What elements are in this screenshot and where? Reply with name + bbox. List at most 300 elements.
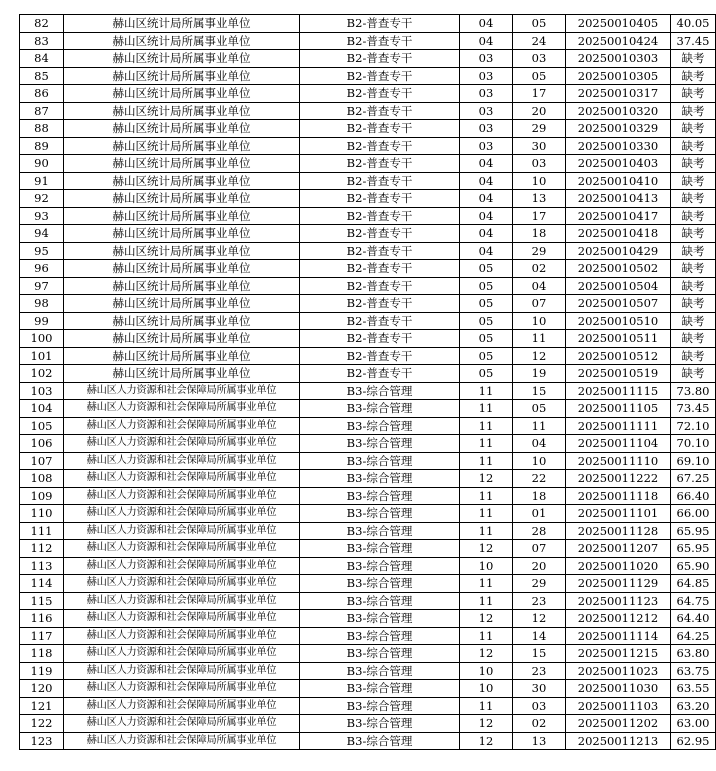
cell-seat: 11 bbox=[513, 330, 566, 348]
cell-position: B2-普查专干 bbox=[300, 67, 460, 85]
cell-seat: 30 bbox=[513, 680, 566, 698]
cell-exam-room: 12 bbox=[460, 715, 513, 733]
cell-exam-room: 05 bbox=[460, 330, 513, 348]
cell-position: B2-普查专干 bbox=[300, 295, 460, 313]
cell-exam-room: 11 bbox=[460, 627, 513, 645]
cell-seq: 103 bbox=[20, 382, 64, 400]
table-row bbox=[20, 505, 716, 523]
cell-score: 64.85 bbox=[671, 575, 716, 593]
table-row bbox=[20, 32, 716, 50]
cell-unit: 赫山区人力资源和社会保障局所属事业单位 bbox=[64, 732, 300, 750]
cell-ticket-number: 20250010418 bbox=[566, 225, 671, 243]
cell-ticket-number: 20250010519 bbox=[566, 365, 671, 383]
cell-score: 67.25 bbox=[671, 470, 716, 488]
cell-unit: 赫山区统计局所属事业单位 bbox=[64, 137, 300, 155]
cell-unit: 赫山区统计局所属事业单位 bbox=[64, 32, 300, 50]
cell-exam-room: 04 bbox=[460, 207, 513, 225]
cell-unit: 赫山区人力资源和社会保障局所属事业单位 bbox=[64, 435, 300, 453]
cell-score: 64.40 bbox=[671, 610, 716, 628]
cell-ticket-number: 20250010417 bbox=[566, 207, 671, 225]
cell-exam-room: 10 bbox=[460, 557, 513, 575]
cell-score: 缺考 bbox=[671, 277, 716, 295]
cell-unit: 赫山区人力资源和社会保障局所属事业单位 bbox=[64, 662, 300, 680]
cell-exam-room: 04 bbox=[460, 32, 513, 50]
table-row bbox=[20, 225, 716, 243]
cell-exam-room: 12 bbox=[460, 470, 513, 488]
cell-score: 63.00 bbox=[671, 715, 716, 733]
cell-ticket-number: 20250011114 bbox=[566, 627, 671, 645]
cell-seat: 03 bbox=[513, 697, 566, 715]
cell-unit: 赫山区统计局所属事业单位 bbox=[64, 260, 300, 278]
cell-ticket-number: 20250010303 bbox=[566, 50, 671, 68]
cell-seat: 10 bbox=[513, 172, 566, 190]
table-row bbox=[20, 120, 716, 138]
cell-seat: 18 bbox=[513, 487, 566, 505]
table-row bbox=[20, 400, 716, 418]
cell-seat: 29 bbox=[513, 120, 566, 138]
cell-score: 缺考 bbox=[671, 120, 716, 138]
cell-ticket-number: 20250010305 bbox=[566, 67, 671, 85]
cell-score: 66.00 bbox=[671, 505, 716, 523]
cell-exam-room: 11 bbox=[460, 522, 513, 540]
cell-score: 缺考 bbox=[671, 172, 716, 190]
cell-ticket-number: 20250010329 bbox=[566, 120, 671, 138]
cell-seq: 89 bbox=[20, 137, 64, 155]
cell-exam-room: 10 bbox=[460, 680, 513, 698]
cell-unit: 赫山区人力资源和社会保障局所属事业单位 bbox=[64, 417, 300, 435]
cell-seat: 13 bbox=[513, 732, 566, 750]
cell-unit: 赫山区统计局所属事业单位 bbox=[64, 365, 300, 383]
cell-seat: 11 bbox=[513, 417, 566, 435]
cell-unit: 赫山区统计局所属事业单位 bbox=[64, 102, 300, 120]
cell-unit: 赫山区统计局所属事业单位 bbox=[64, 172, 300, 190]
cell-seq: 96 bbox=[20, 260, 64, 278]
cell-seat: 23 bbox=[513, 592, 566, 610]
cell-score: 70.10 bbox=[671, 435, 716, 453]
cell-seq: 116 bbox=[20, 610, 64, 628]
cell-seq: 102 bbox=[20, 365, 64, 383]
table-row bbox=[20, 277, 716, 295]
cell-position: B2-普查专干 bbox=[300, 172, 460, 190]
cell-score: 缺考 bbox=[671, 330, 716, 348]
cell-seq: 112 bbox=[20, 540, 64, 558]
cell-seq: 93 bbox=[20, 207, 64, 225]
table-row bbox=[20, 435, 716, 453]
cell-ticket-number: 20250010405 bbox=[566, 15, 671, 33]
cell-score: 缺考 bbox=[671, 365, 716, 383]
cell-exam-room: 11 bbox=[460, 697, 513, 715]
cell-position: B2-普查专干 bbox=[300, 155, 460, 173]
cell-seq: 82 bbox=[20, 15, 64, 33]
cell-ticket-number: 20250011030 bbox=[566, 680, 671, 698]
cell-position: B2-普查专干 bbox=[300, 312, 460, 330]
cell-seq: 85 bbox=[20, 67, 64, 85]
cell-score: 63.75 bbox=[671, 662, 716, 680]
cell-ticket-number: 20250010429 bbox=[566, 242, 671, 260]
cell-ticket-number: 20250010504 bbox=[566, 277, 671, 295]
table-row bbox=[20, 470, 716, 488]
cell-unit: 赫山区人力资源和社会保障局所属事业单位 bbox=[64, 575, 300, 593]
cell-position: B3-综合管理 bbox=[300, 487, 460, 505]
cell-position: B3-综合管理 bbox=[300, 575, 460, 593]
table-row bbox=[20, 137, 716, 155]
cell-exam-room: 12 bbox=[460, 645, 513, 663]
cell-seq: 107 bbox=[20, 452, 64, 470]
cell-position: B2-普查专干 bbox=[300, 207, 460, 225]
cell-ticket-number: 20250011115 bbox=[566, 382, 671, 400]
cell-seq: 113 bbox=[20, 557, 64, 575]
cell-ticket-number: 20250011023 bbox=[566, 662, 671, 680]
cell-position: B2-普查专干 bbox=[300, 365, 460, 383]
table-row bbox=[20, 575, 716, 593]
cell-seat: 22 bbox=[513, 470, 566, 488]
cell-unit: 赫山区人力资源和社会保障局所属事业单位 bbox=[64, 452, 300, 470]
cell-seq: 121 bbox=[20, 697, 64, 715]
cell-exam-room: 03 bbox=[460, 102, 513, 120]
cell-exam-room: 12 bbox=[460, 732, 513, 750]
cell-seat: 12 bbox=[513, 610, 566, 628]
cell-seq: 111 bbox=[20, 522, 64, 540]
cell-score: 73.45 bbox=[671, 400, 716, 418]
table-row bbox=[20, 715, 716, 733]
cell-score: 37.45 bbox=[671, 32, 716, 50]
cell-seat: 30 bbox=[513, 137, 566, 155]
cell-seq: 106 bbox=[20, 435, 64, 453]
cell-unit: 赫山区人力资源和社会保障局所属事业单位 bbox=[64, 557, 300, 575]
cell-ticket-number: 20250010403 bbox=[566, 155, 671, 173]
cell-exam-room: 11 bbox=[460, 452, 513, 470]
table-row bbox=[20, 67, 716, 85]
cell-seat: 19 bbox=[513, 365, 566, 383]
cell-ticket-number: 20250011118 bbox=[566, 487, 671, 505]
cell-ticket-number: 20250011110 bbox=[566, 452, 671, 470]
cell-seq: 94 bbox=[20, 225, 64, 243]
table-row bbox=[20, 85, 716, 103]
cell-exam-room: 04 bbox=[460, 190, 513, 208]
cell-position: B2-普查专干 bbox=[300, 225, 460, 243]
cell-exam-room: 04 bbox=[460, 172, 513, 190]
cell-exam-room: 05 bbox=[460, 347, 513, 365]
cell-score: 66.40 bbox=[671, 487, 716, 505]
cell-score: 缺考 bbox=[671, 67, 716, 85]
cell-unit: 赫山区统计局所属事业单位 bbox=[64, 190, 300, 208]
cell-seq: 110 bbox=[20, 505, 64, 523]
cell-ticket-number: 20250011207 bbox=[566, 540, 671, 558]
table-row bbox=[20, 592, 716, 610]
cell-position: B3-综合管理 bbox=[300, 680, 460, 698]
table-row bbox=[20, 347, 716, 365]
cell-score: 64.75 bbox=[671, 592, 716, 610]
cell-position: B3-综合管理 bbox=[300, 627, 460, 645]
table-row bbox=[20, 645, 716, 663]
cell-exam-room: 05 bbox=[460, 260, 513, 278]
table-row bbox=[20, 330, 716, 348]
cell-seat: 03 bbox=[513, 155, 566, 173]
cell-seat: 12 bbox=[513, 347, 566, 365]
cell-seat: 20 bbox=[513, 102, 566, 120]
cell-score: 缺考 bbox=[671, 102, 716, 120]
cell-unit: 赫山区统计局所属事业单位 bbox=[64, 67, 300, 85]
cell-exam-room: 11 bbox=[460, 575, 513, 593]
cell-score: 62.95 bbox=[671, 732, 716, 750]
cell-position: B3-综合管理 bbox=[300, 452, 460, 470]
cell-unit: 赫山区人力资源和社会保障局所属事业单位 bbox=[64, 400, 300, 418]
cell-score: 63.20 bbox=[671, 697, 716, 715]
cell-seat: 15 bbox=[513, 382, 566, 400]
table-row bbox=[20, 732, 716, 750]
cell-score: 65.95 bbox=[671, 522, 716, 540]
cell-seq: 87 bbox=[20, 102, 64, 120]
cell-unit: 赫山区统计局所属事业单位 bbox=[64, 347, 300, 365]
cell-seat: 01 bbox=[513, 505, 566, 523]
table-row bbox=[20, 207, 716, 225]
cell-ticket-number: 20250011123 bbox=[566, 592, 671, 610]
cell-seat: 04 bbox=[513, 435, 566, 453]
cell-seq: 83 bbox=[20, 32, 64, 50]
cell-position: B3-综合管理 bbox=[300, 557, 460, 575]
cell-score: 40.05 bbox=[671, 15, 716, 33]
table-row bbox=[20, 295, 716, 313]
cell-seq: 95 bbox=[20, 242, 64, 260]
cell-seq: 88 bbox=[20, 120, 64, 138]
cell-position: B3-综合管理 bbox=[300, 505, 460, 523]
cell-position: B2-普查专干 bbox=[300, 120, 460, 138]
cell-seat: 20 bbox=[513, 557, 566, 575]
cell-position: B3-综合管理 bbox=[300, 592, 460, 610]
cell-score: 缺考 bbox=[671, 225, 716, 243]
cell-exam-room: 11 bbox=[460, 487, 513, 505]
cell-ticket-number: 20250010507 bbox=[566, 295, 671, 313]
cell-position: B2-普查专干 bbox=[300, 32, 460, 50]
cell-position: B2-普查专干 bbox=[300, 85, 460, 103]
cell-seq: 115 bbox=[20, 592, 64, 610]
table-row bbox=[20, 557, 716, 575]
cell-exam-room: 03 bbox=[460, 120, 513, 138]
table-row bbox=[20, 102, 716, 120]
cell-unit: 赫山区统计局所属事业单位 bbox=[64, 207, 300, 225]
cell-unit: 赫山区人力资源和社会保障局所属事业单位 bbox=[64, 627, 300, 645]
cell-position: B3-综合管理 bbox=[300, 470, 460, 488]
cell-seq: 105 bbox=[20, 417, 64, 435]
cell-score: 缺考 bbox=[671, 242, 716, 260]
cell-ticket-number: 20250011101 bbox=[566, 505, 671, 523]
cell-seq: 109 bbox=[20, 487, 64, 505]
cell-ticket-number: 20250011202 bbox=[566, 715, 671, 733]
cell-exam-room: 03 bbox=[460, 50, 513, 68]
cell-exam-room: 05 bbox=[460, 312, 513, 330]
table-row bbox=[20, 487, 716, 505]
cell-unit: 赫山区人力资源和社会保障局所属事业单位 bbox=[64, 382, 300, 400]
cell-seat: 13 bbox=[513, 190, 566, 208]
table-row bbox=[20, 522, 716, 540]
table-row bbox=[20, 50, 716, 68]
cell-unit: 赫山区人力资源和社会保障局所属事业单位 bbox=[64, 505, 300, 523]
cell-unit: 赫山区统计局所属事业单位 bbox=[64, 277, 300, 295]
cell-unit: 赫山区统计局所属事业单位 bbox=[64, 242, 300, 260]
cell-position: B3-综合管理 bbox=[300, 715, 460, 733]
cell-seat: 02 bbox=[513, 715, 566, 733]
cell-unit: 赫山区人力资源和社会保障局所属事业单位 bbox=[64, 610, 300, 628]
cell-seat: 18 bbox=[513, 225, 566, 243]
table-row bbox=[20, 172, 716, 190]
cell-ticket-number: 20250010510 bbox=[566, 312, 671, 330]
cell-score: 缺考 bbox=[671, 312, 716, 330]
cell-position: B2-普查专干 bbox=[300, 242, 460, 260]
cell-seat: 14 bbox=[513, 627, 566, 645]
cell-seq: 117 bbox=[20, 627, 64, 645]
cell-seq: 86 bbox=[20, 85, 64, 103]
cell-ticket-number: 20250010410 bbox=[566, 172, 671, 190]
cell-seq: 122 bbox=[20, 715, 64, 733]
cell-seq: 104 bbox=[20, 400, 64, 418]
cell-position: B2-普查专干 bbox=[300, 277, 460, 295]
cell-ticket-number: 20250011215 bbox=[566, 645, 671, 663]
table-row bbox=[20, 540, 716, 558]
cell-score: 缺考 bbox=[671, 155, 716, 173]
cell-exam-room: 05 bbox=[460, 295, 513, 313]
cell-seat: 29 bbox=[513, 242, 566, 260]
cell-unit: 赫山区统计局所属事业单位 bbox=[64, 50, 300, 68]
cell-seat: 29 bbox=[513, 575, 566, 593]
cell-ticket-number: 20250010330 bbox=[566, 137, 671, 155]
cell-seat: 17 bbox=[513, 207, 566, 225]
cell-exam-room: 11 bbox=[460, 435, 513, 453]
cell-unit: 赫山区人力资源和社会保障局所属事业单位 bbox=[64, 645, 300, 663]
cell-ticket-number: 20250011020 bbox=[566, 557, 671, 575]
cell-score: 65.95 bbox=[671, 540, 716, 558]
cell-seat: 07 bbox=[513, 295, 566, 313]
cell-seq: 123 bbox=[20, 732, 64, 750]
cell-seq: 100 bbox=[20, 330, 64, 348]
cell-exam-room: 12 bbox=[460, 610, 513, 628]
cell-seat: 03 bbox=[513, 50, 566, 68]
cell-seat: 05 bbox=[513, 15, 566, 33]
cell-unit: 赫山区统计局所属事业单位 bbox=[64, 312, 300, 330]
cell-unit: 赫山区人力资源和社会保障局所属事业单位 bbox=[64, 522, 300, 540]
cell-seat: 10 bbox=[513, 312, 566, 330]
cell-seat: 15 bbox=[513, 645, 566, 663]
cell-exam-room: 12 bbox=[460, 540, 513, 558]
cell-unit: 赫山区统计局所属事业单位 bbox=[64, 85, 300, 103]
cell-exam-room: 11 bbox=[460, 592, 513, 610]
cell-unit: 赫山区人力资源和社会保障局所属事业单位 bbox=[64, 540, 300, 558]
cell-seq: 108 bbox=[20, 470, 64, 488]
cell-seat: 10 bbox=[513, 452, 566, 470]
cell-position: B3-综合管理 bbox=[300, 732, 460, 750]
cell-position: B2-普查专干 bbox=[300, 50, 460, 68]
cell-ticket-number: 20250010511 bbox=[566, 330, 671, 348]
cell-seq: 119 bbox=[20, 662, 64, 680]
cell-exam-room: 11 bbox=[460, 382, 513, 400]
cell-position: B3-综合管理 bbox=[300, 435, 460, 453]
cell-position: B3-综合管理 bbox=[300, 610, 460, 628]
cell-ticket-number: 20250011105 bbox=[566, 400, 671, 418]
table-body bbox=[20, 15, 716, 750]
table-row bbox=[20, 417, 716, 435]
table-row bbox=[20, 662, 716, 680]
cell-exam-room: 05 bbox=[460, 277, 513, 295]
cell-exam-room: 04 bbox=[460, 155, 513, 173]
cell-seq: 120 bbox=[20, 680, 64, 698]
cell-seat: 05 bbox=[513, 67, 566, 85]
cell-position: B3-综合管理 bbox=[300, 417, 460, 435]
cell-score: 缺考 bbox=[671, 295, 716, 313]
table-row bbox=[20, 260, 716, 278]
cell-exam-room: 03 bbox=[460, 137, 513, 155]
cell-seat: 04 bbox=[513, 277, 566, 295]
exam-score-table bbox=[19, 14, 716, 750]
table-row bbox=[20, 680, 716, 698]
table-row bbox=[20, 452, 716, 470]
table-row bbox=[20, 365, 716, 383]
cell-score: 64.25 bbox=[671, 627, 716, 645]
cell-exam-room: 04 bbox=[460, 242, 513, 260]
table-row bbox=[20, 15, 716, 33]
cell-position: B3-综合管理 bbox=[300, 645, 460, 663]
table-row bbox=[20, 382, 716, 400]
cell-seat: 24 bbox=[513, 32, 566, 50]
cell-exam-room: 04 bbox=[460, 15, 513, 33]
cell-seq: 84 bbox=[20, 50, 64, 68]
cell-score: 72.10 bbox=[671, 417, 716, 435]
cell-exam-room: 05 bbox=[460, 365, 513, 383]
cell-ticket-number: 20250010502 bbox=[566, 260, 671, 278]
cell-seq: 101 bbox=[20, 347, 64, 365]
cell-score: 缺考 bbox=[671, 347, 716, 365]
cell-score: 缺考 bbox=[671, 137, 716, 155]
cell-exam-room: 04 bbox=[460, 225, 513, 243]
cell-position: B2-普查专干 bbox=[300, 190, 460, 208]
table-row bbox=[20, 697, 716, 715]
cell-unit: 赫山区人力资源和社会保障局所属事业单位 bbox=[64, 470, 300, 488]
cell-exam-room: 03 bbox=[460, 85, 513, 103]
cell-ticket-number: 20250011129 bbox=[566, 575, 671, 593]
cell-score: 69.10 bbox=[671, 452, 716, 470]
table-row bbox=[20, 610, 716, 628]
cell-ticket-number: 20250010424 bbox=[566, 32, 671, 50]
cell-score: 缺考 bbox=[671, 260, 716, 278]
cell-score: 缺考 bbox=[671, 50, 716, 68]
cell-ticket-number: 20250011213 bbox=[566, 732, 671, 750]
cell-ticket-number: 20250011111 bbox=[566, 417, 671, 435]
cell-position: B2-普查专干 bbox=[300, 102, 460, 120]
cell-unit: 赫山区统计局所属事业单位 bbox=[64, 120, 300, 138]
table-row bbox=[20, 312, 716, 330]
cell-unit: 赫山区统计局所属事业单位 bbox=[64, 155, 300, 173]
cell-unit: 赫山区人力资源和社会保障局所属事业单位 bbox=[64, 715, 300, 733]
cell-exam-room: 11 bbox=[460, 400, 513, 418]
cell-unit: 赫山区人力资源和社会保障局所属事业单位 bbox=[64, 487, 300, 505]
cell-position: B3-综合管理 bbox=[300, 382, 460, 400]
table-row bbox=[20, 155, 716, 173]
cell-position: B3-综合管理 bbox=[300, 400, 460, 418]
cell-position: B3-综合管理 bbox=[300, 662, 460, 680]
cell-position: B2-普查专干 bbox=[300, 260, 460, 278]
cell-seq: 90 bbox=[20, 155, 64, 173]
cell-position: B2-普查专干 bbox=[300, 137, 460, 155]
cell-seq: 118 bbox=[20, 645, 64, 663]
cell-score: 63.55 bbox=[671, 680, 716, 698]
cell-seat: 07 bbox=[513, 540, 566, 558]
table-row bbox=[20, 627, 716, 645]
cell-seq: 114 bbox=[20, 575, 64, 593]
cell-exam-room: 11 bbox=[460, 505, 513, 523]
cell-unit: 赫山区人力资源和社会保障局所属事业单位 bbox=[64, 697, 300, 715]
cell-seq: 92 bbox=[20, 190, 64, 208]
table-row bbox=[20, 190, 716, 208]
cell-unit: 赫山区统计局所属事业单位 bbox=[64, 15, 300, 33]
cell-score: 缺考 bbox=[671, 85, 716, 103]
